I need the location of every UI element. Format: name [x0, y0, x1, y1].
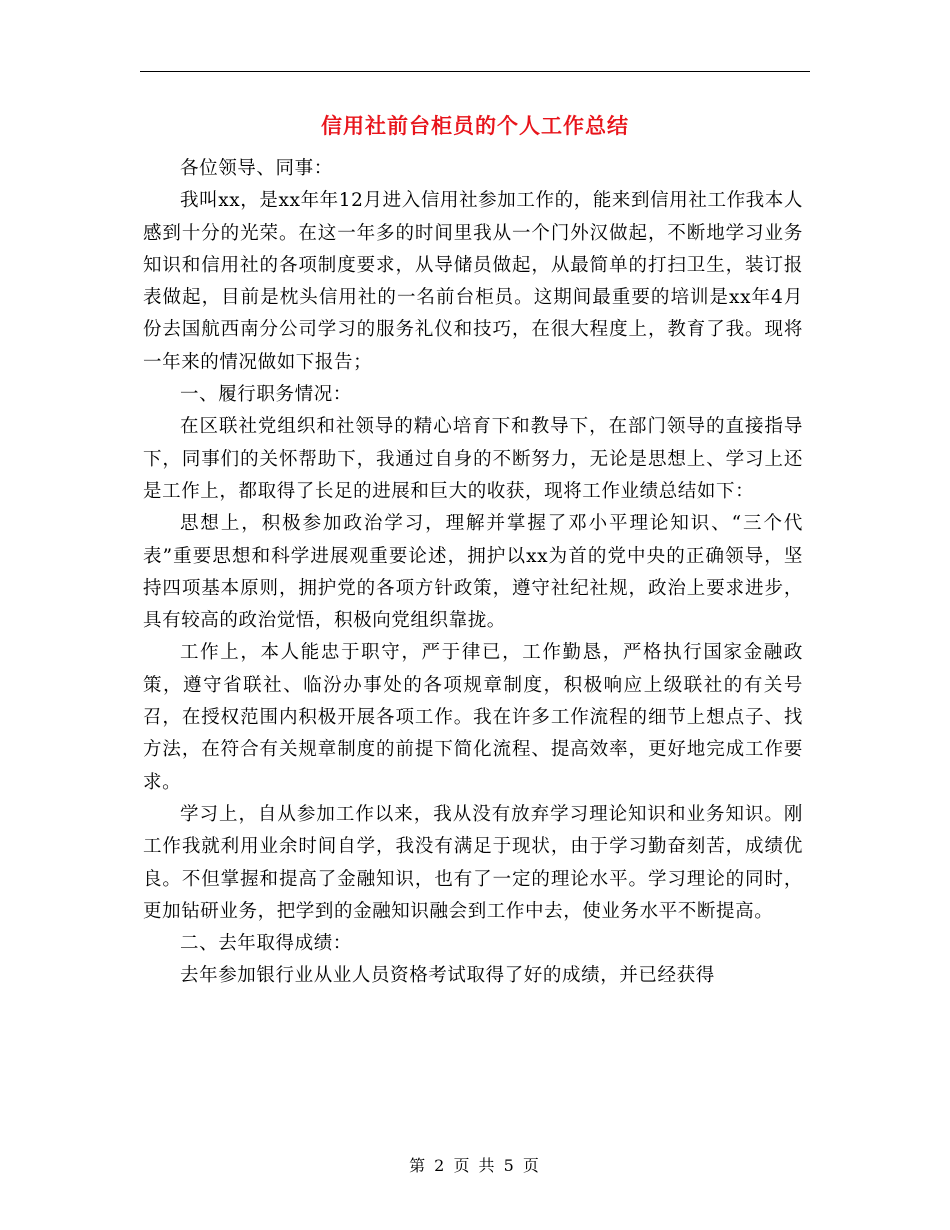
body-paragraph-achievements: 去年参加银行业从业人员资格考试取得了好的成绩，并已经获得 [180, 965, 715, 987]
header-rule [140, 71, 810, 72]
body-paragraph-intro: 我叫xx，是xx年年12月进入信用社参加工作的，能来到信用社工作我本人感到十分的光荣。在这一年多的时间里我从一个门外汉做起，不断地学习业务知识和信用社的各项制度要求，从导储员做起，从最简单的打扫卫生，装订报表做起，目前是枕头信用社的一名前台柜员。这期间最重要的培训是xx年4月份去国航西南分公司学习的服务礼仪和技巧，在很大程度上，教育了我。现将一年来的情况做如下报告； [143, 190, 803, 373]
body-paragraph-duties: 在区联社党组织和社领导的精心培育下和教导下，在部门领导的直接指导下，同事们的关怀帮助下，我通过自身的不断努力，无论是思想上、学习上还是工作上，都取得了长足的进展和巨大的收获，现将工作业绩总结如下： [143, 416, 803, 502]
body-paragraph-work: 工作上，本人能忠于职守，严于律已，工作勤恳，严格执行国家金融政策，遵守省联社、临汾办事处的各项规章制度，积极响应上级联社的有关号召，在授权范围内积极开展各项工作。我在许多工作流程的细节上想点子、找方法，在符合有关规章制度的前提下简化流程、提高效率，更好地完成工作要求。 [143, 642, 803, 793]
section-heading-duties: 一、履行职务情况： [180, 384, 352, 406]
document-body [143, 153, 803, 993]
salutation: 各位领导、同事： [180, 158, 333, 179]
body-paragraph-study: 学习上，自从参加工作以来，我从没有放弃学习理论知识和业务知识。刚工作我就利用业余时间自学，我没有满足于现状，由于学习勤奋刻苦，成绩优良。不但掌握和提高了金融知识，也有了一定的理论水平。学习理论的同时，更加钻研业务，把学到的金融知识融会到工作中去，使业务水平不断提高。 [143, 803, 803, 922]
page-number-footer: 第 2 页 共 5 页 [409, 1156, 541, 1175]
section-heading-achievements: 二、去年取得成绩： [180, 933, 352, 955]
document-title: 信用社前台柜员的个人工作总结 [321, 114, 629, 138]
body-paragraph-ideology: 思想上，积极参加政治学习，理解并掌握了邓小平理论知识、“三个代表”重要思想和科学进展观重要论述，拥护以xx为首的党中央的正确领导，坚持四项基本原则，拥护党的各项方针政策，遵守社纪社规，政治上要求进步，具有较高的政治觉悟，积极向党组织靠拢。 [143, 513, 803, 632]
